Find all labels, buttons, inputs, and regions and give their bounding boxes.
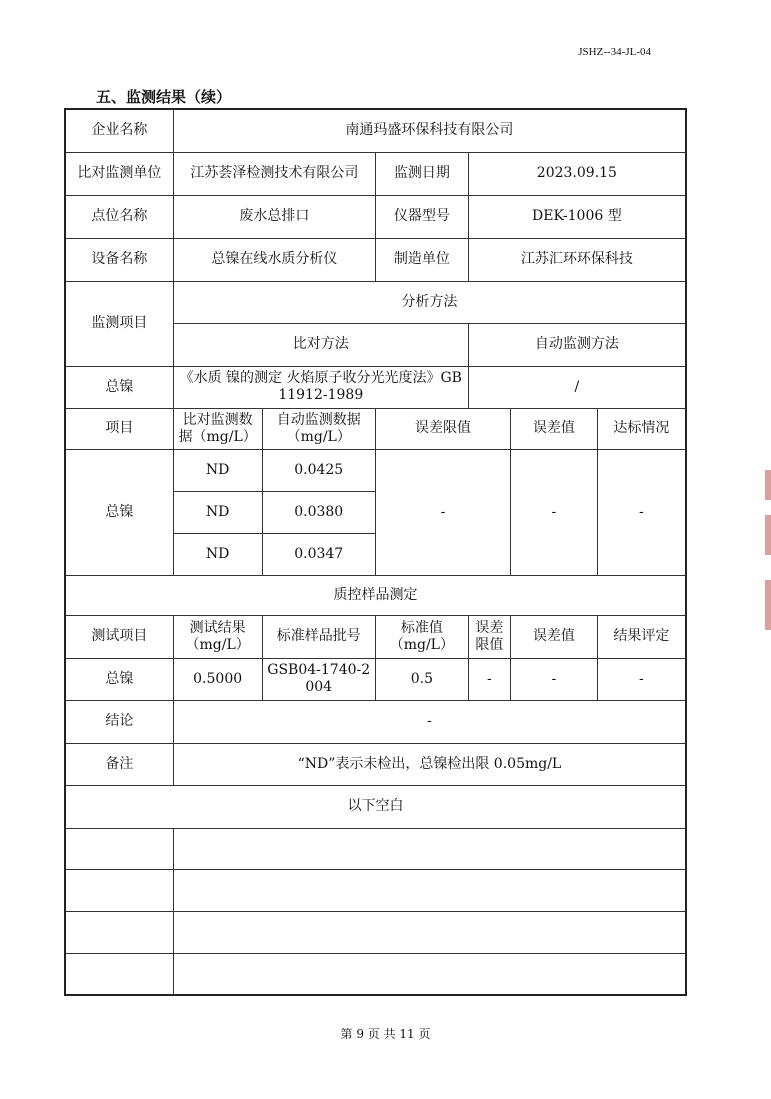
blank-cell (173, 953, 686, 995)
conclusion-label: 结论 (65, 700, 173, 743)
qc-batch: GSB04-1740-2004 (262, 658, 375, 700)
analysis-method-label: 分析方法 (173, 281, 686, 323)
qc-error-value: - (511, 658, 598, 700)
row-qc-values (65, 658, 686, 700)
auto-data-3: 0.0347 (262, 533, 375, 575)
header-item: 项目 (65, 408, 173, 449)
qc-header-standard: 标准值（mg/L） (375, 615, 468, 658)
error-limit-value: - (375, 449, 510, 575)
device-label: 设备名称 (65, 238, 173, 281)
compare-unit-label: 比对监测单位 (65, 152, 173, 195)
blank-row (65, 911, 686, 953)
error-value: - (511, 449, 598, 575)
qc-item: 总镍 (65, 658, 173, 700)
qc-evaluation: - (597, 658, 686, 700)
blank-cell (65, 828, 173, 869)
blank-row (65, 953, 686, 995)
status-value: - (597, 449, 686, 575)
row-qc-headers (65, 615, 686, 658)
blank-cell (65, 953, 173, 995)
row-remark (65, 743, 686, 785)
blank-cell (65, 911, 173, 953)
blank-text: 以下空白 (65, 785, 686, 828)
qc-header-batch: 标准样品批号 (262, 615, 375, 658)
device-value: 总镍在线水质分析仪 (173, 238, 375, 281)
header-status: 达标情况 (597, 408, 686, 449)
conclusion-value: - (173, 700, 686, 743)
blank-row (65, 869, 686, 911)
qc-header-error-value: 误差值 (511, 615, 598, 658)
maker-label: 制造单位 (375, 238, 468, 281)
compare-method-value: 《水质 镍的测定 火焰原子收分光光度法》GB 11912-1989 (173, 366, 468, 408)
seal-edge-mark (765, 470, 771, 640)
point-label: 点位名称 (65, 195, 173, 238)
row-device (65, 238, 686, 281)
qc-error-limit: - (468, 658, 510, 700)
blank-row (65, 828, 686, 869)
blank-cell (173, 911, 686, 953)
blank-cell (65, 869, 173, 911)
row-company (65, 109, 686, 152)
qc-result: 0.5000 (173, 658, 262, 700)
compare-data-2: ND (173, 491, 262, 533)
qc-header-result: 测试结果（mg/L） (173, 615, 262, 658)
compare-data-1: ND (173, 449, 262, 491)
monitoring-result-table (64, 108, 687, 996)
qc-header-error-limit: 误差限值 (468, 615, 510, 658)
qc-title: 质控样品测定 (65, 575, 686, 615)
company-label: 企业名称 (65, 109, 173, 152)
row-compare-unit (65, 152, 686, 195)
company-value: 南通玛盛环保科技有限公司 (173, 109, 686, 152)
row-qc-title (65, 575, 686, 615)
page-footer: 第 9 页 共 11 页 (340, 1027, 431, 1041)
model-value: DEK-1006 型 (468, 195, 686, 238)
header-error-limit: 误差限值 (375, 408, 510, 449)
date-value: 2023.09.15 (468, 152, 686, 195)
compare-item: 总镍 (65, 449, 173, 575)
point-value: 废水总排口 (173, 195, 375, 238)
header-auto-data: 自动监测数据（mg/L） (262, 408, 375, 449)
method-item: 总镍 (65, 366, 173, 408)
auto-method-label: 自动监测方法 (468, 323, 686, 366)
row-method-values (65, 366, 686, 408)
maker-value: 江苏汇环环保科技 (468, 238, 686, 281)
qc-header-evaluation: 结果评定 (597, 615, 686, 658)
table-row (65, 449, 686, 491)
blank-cell (173, 828, 686, 869)
blank-cell (173, 869, 686, 911)
auto-method-value: / (468, 366, 686, 408)
qc-header-item: 测试项目 (65, 615, 173, 658)
qc-standard: 0.5 (375, 658, 468, 700)
row-method-header (65, 281, 686, 323)
auto-data-2: 0.0380 (262, 491, 375, 533)
header-compare-data: 比对监测数据（mg/L） (173, 408, 262, 449)
compare-unit-value: 江苏荟泽检测技术有限公司 (173, 152, 375, 195)
model-label: 仪器型号 (375, 195, 468, 238)
compare-method-label: 比对方法 (173, 323, 468, 366)
header-error-value: 误差值 (511, 408, 598, 449)
row-blank-title (65, 785, 686, 828)
section-title: 五、监测结果（续） (96, 88, 232, 106)
compare-data-3: ND (173, 533, 262, 575)
row-point (65, 195, 686, 238)
auto-data-1: 0.0425 (262, 449, 375, 491)
item-label: 监测项目 (65, 281, 173, 366)
remark-label: 备注 (65, 743, 173, 785)
row-conclusion (65, 700, 686, 743)
document-code: JSHZ--34-JL-04 (578, 46, 651, 58)
row-compare-headers (65, 408, 686, 449)
date-label: 监测日期 (375, 152, 468, 195)
remark-value: “ND”表示未检出，总镍检出限 0.05mg/L (173, 743, 686, 785)
